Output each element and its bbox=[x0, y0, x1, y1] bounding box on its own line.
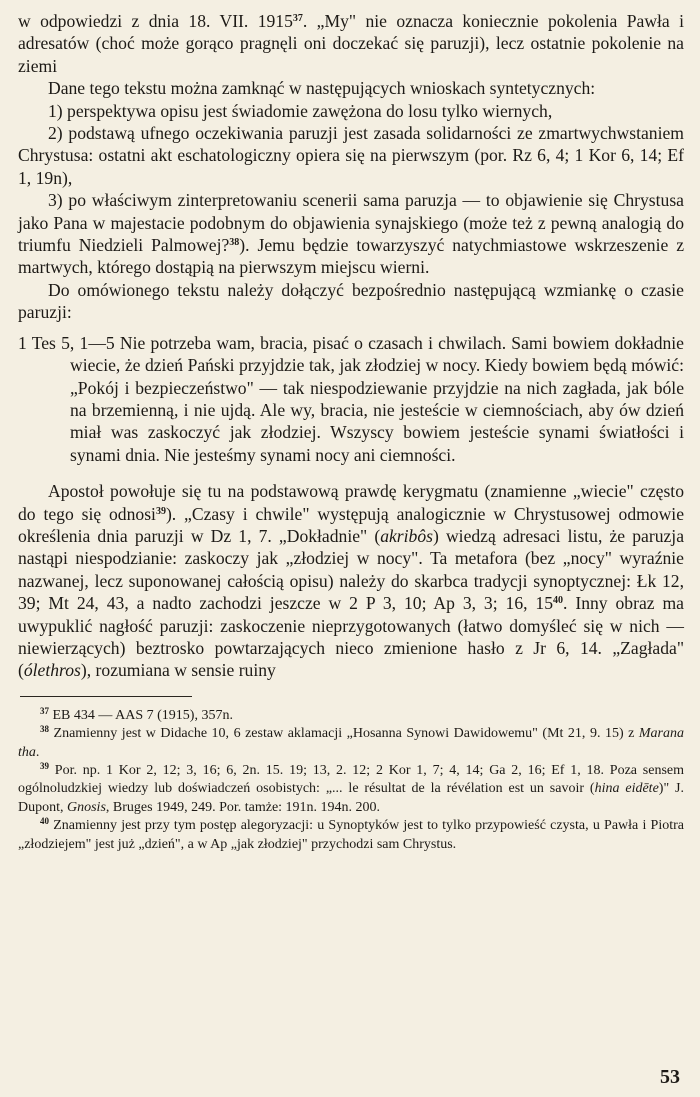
paragraph-0: w odpowiedzi z dnia 18. VII. 1915$^{37}$. „My" nie oznacza koniecznie pokolenia Pawła i adresatów (choć może gorąco pragnęli oni doczekać się paruzji), lecz ostatnie pokolenie na ziemi bbox=[18, 11, 685, 76]
footnote-37: $^{37}$ EB 434 — AAS 7 (1915), 357n. bbox=[40, 705, 233, 723]
footnote-40: $^{40}$ Znamienny jest przy tym postęp alegoryzacji: u Synoptyków jest to tylko przypowieść czysta, u Pawła i Piotra „złodziejem" jest już „dzień", a w Ap „jak złodziej" przychodzi sam Chrystus. bbox=[18, 816, 685, 852]
page-number: 53 bbox=[660, 1066, 680, 1088]
footnote-ref-38: 38 bbox=[229, 237, 240, 249]
footnote-ref-37: 37 bbox=[292, 13, 303, 24]
list-item-3: 3) po właściwym zinterpretowaniu scenerii sama paruzja — to objawienie się Chrystusa jako Pana w majestacie podobnym do objawienia synajskiego (może też z pewną analogią do triumfu Niedzieli Palmowej?$^{38}$). Jemu będzie towarzyszyć natychmiastowe wskrzeszenie z martwych, którego dostąpią na pierwszym miejscu wierni. bbox=[18, 190, 684, 278]
footnote-ref-39: 39 bbox=[155, 505, 166, 517]
footnote-divider bbox=[20, 696, 192, 697]
scripture-quote: 1 Tes 5, 1—5 Nie potrzeba wam, bracia, pisać o czasach i chwilach. Sami bowiem dokładnie wiecie, że dzień Pański przyjdzie tak, jak złodziej w nocy. Kiedy bowiem będą mówić: „Pokój i bezpieczeństwo" — tak niespodziewanie przyjdzie na nich zagłada, jak bóle na brzemienną, i nie ujdą. Ale wy, bracia, nie jesteście w ciemnościach, aby ów dzień miał was zaskoczyć jak złodziej. Wszyscy bowiem jesteście synami światłości i synami dnia. Nie jesteśmy synami nocy ani ciemności. bbox=[18, 332, 684, 465]
footnote-38: $^{38}$ Znamienny jest w Didache 10, 6 zestaw aklamacji „Hosanna Synowi Dawidowemu" (Mt 21, 9. 15) z Marana tha. bbox=[18, 724, 685, 760]
paragraph-1: Dane tego tekstu można zamknąć w następujących wnioskach syntetycznych: bbox=[48, 78, 596, 99]
list-item-1: 1) perspektywa opisu jest świadomie zawężona do losu tylko wiernych, bbox=[48, 100, 553, 121]
footnote-ref-40: 40 bbox=[553, 595, 564, 607]
list-item-2: 2) podstawą ufnego oczekiwania paruzji jest zasada solidarności ze zmartwychwstaniem Chrystusa: ostatni akt eschatologiczny opiera się na pierwszym (por. Rz 6, 4; 1 Kor 6, 14; Ef 1, 19n), bbox=[18, 123, 684, 188]
paragraph-5: Do omówionego tekstu należy dołączyć bezpośrednio następującą wzmiankę o czasie paruzji: bbox=[18, 279, 684, 323]
footnote-39: $^{39}$ Por. np. 1 Kor 2, 12; 3, 16; 6, 2n. 15. 19; 13, 2. 12; 2 Kor 1, 7; 4, 14; Ga 2, 16; Ef 1, 18. Poza sensem ogólnoludzkiej wiedzy lub doświadczeń osobistych: „... le résultat de la révélation est un savoir (hina eidēte)" J. Dupont, Gnosis, Bruges 1949, 249. Por. tamże: 191n. 194n. 200. bbox=[18, 761, 684, 815]
paragraph-6: Apostoł powołuje się tu na podstawową prawdę kerygmatu (znamienne „wiecie" często do tego się odnosi$^{39}$). „Czasy i chwile" występują analogicznie w Chrystusowej odmowie określenia dnia paruzji w Dz 1, 7. „Dokładnie" (akribôs) wiedzą adresaci listu, że paruzja nastąpi niespodzianie: zaskoczy jak „złodziej w nocy". Ta metafora (bez „nocy" wyraźnie nazwanej, lecz suponowanej całością opisu) należy do skarbca tradycji synoptycznej: Łk 12, 39; Mt 24, 43, a nadto zachodzi jeszcze w 2 P 3, 10; Ap 3, 3; 16, $15^{40}$. Inny obraz ma uwypuklić nagłość paruzji: zaskoczenie nieprzygotowanych (łatwo domyśleć się w nich — niewierzących) beztrosko powtarzających nieco zmienione hasło z Jr 6, 14. „Zagłada" (ólethros), rozumiana w sensie ruiny bbox=[18, 481, 685, 681]
